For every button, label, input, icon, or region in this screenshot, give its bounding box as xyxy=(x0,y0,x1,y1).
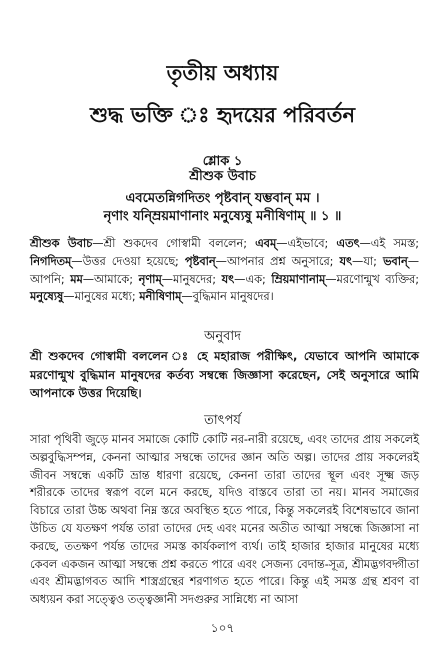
word-meaning-definition: —এই সমস্ত; xyxy=(359,237,419,250)
sloka-speaker: শ্রীশুক উবাচ xyxy=(189,169,256,184)
word-meaning-term: মম xyxy=(70,272,83,286)
sloka-heading: শ্লোক ১ xyxy=(202,154,243,169)
word-meaning-definition: —আপনি; xyxy=(30,254,420,286)
word-meaning-term: শ্রীশুক উবাচ xyxy=(30,237,93,250)
word-meaning-definition: —এক; xyxy=(234,272,272,286)
word-meaning-definition: —মানুষদের; xyxy=(161,272,222,286)
word-meaning-definition: —মরণোন্মুখ ব্যক্তির; xyxy=(325,272,420,286)
word-meaning-term: মনুষ্যেষু xyxy=(30,290,64,304)
word-meaning-term: পৃষ্টবান্ xyxy=(184,254,216,268)
word-meaning-definition: —শ্রী শুকদেব গোস্বামী বললেন; xyxy=(92,237,256,250)
word-meaning xyxy=(30,235,419,306)
word-meaning-term: যৎ xyxy=(221,272,235,286)
word-meaning-definition: —আমাকে; xyxy=(82,272,139,286)
verse-line-1: এবমেতন্নিগদিতং পৃষ্টবান্ যম্ভবান্ মম । xyxy=(125,191,320,206)
chapter-title: তৃতীয় অধ্যায় xyxy=(166,61,279,85)
translation-heading: অনুবাদ xyxy=(204,329,241,344)
word-meaning-definition: —এইভাবে; xyxy=(276,237,337,250)
word-meaning-term: নিগদিতম্ xyxy=(30,254,72,268)
word-meaning-term: এবম্ xyxy=(255,237,277,250)
chapter-subtitle: শুদ্ধ ভক্তি ঃ হৃদয়ের পরিবর্তন xyxy=(89,103,356,127)
word-meaning-definition: —আপনার প্রশ্ন অনুসারে; xyxy=(215,254,340,268)
translation-text: শ্রী শুকদেব গোস্বামী বললেন ঃ হে মহারাজ পরীক্ষিৎ, যেভাবে আপনি আমাকে মরণোন্মুখ বুদ্ধিমান মানুষদের কর্তব্য সম্বন্ধে জিজ্ঞাসা করেছেন, সেই অনুসারে আমি আপনাকে উত্তর দিয়েছি। xyxy=(30,349,419,400)
purport-text: সারা পৃথিবী জুড়ে মানব সমাজে কোটি কোটি নর-নারী রয়েছে, এবং তাদের প্রায় সকলেই অল্পবুদ্ধিসম্পন্ন, কেননা আত্মার সম্বন্ধে তাদের জ্ঞান অতি অল্প। তাদের প্রায় সকলেরই জীবন সম্বন্ধে একটি ভ্রান্ত ধারণা রয়েছে, কেননা তারা তাদের স্থূল এবং সূক্ষ্ম জড় শরীরকে তাদের স্বরূপ বলে মনে করছে, যদিও বাস্তবে তারা তা নয়। মানব সমাজের বিচারে তারা উচ্চ অথবা নিম্ন স্তরে অবস্থিত হতে পারে, কিন্তু সকলেরই বিশেষভাবে জানা উচিত যে যতক্ষণ পর্যন্ত তারা তাদের দেহ এবং মনের অতীত আত্মা সম্বন্ধে জিজ্ঞাসা না করছে, ততক্ষণ পর্যন্ত তাদের সমস্ত কার্যকলাপ ব্যর্থ। তাই হাজার হাজার মানুষের মধ্যে কেবল একজন আত্মা সম্বন্ধে প্রশ্ন করতে পারে এবং সেজন্য বেদান্ত-সূত্র, শ্রীমদ্ভগবদ্গীতা এবং শ্রীমদ্ভাগবত আদি শাস্ত্রগ্রন্থের শরণাগত হতে পারে। কিন্তু এই সমস্ত গ্রন্থ শ্রবণ বা অধ্যয়ন করা সত্ত্বেও তত্ত্বজ্ঞানী সদগুরুর সান্নিধ্যে না আসা xyxy=(30,433,419,607)
word-meaning-definition: —মানুষের মধ্যে; xyxy=(63,290,140,304)
purport-heading: তাৎপর্য xyxy=(204,413,241,428)
word-meaning-definition: —যা; xyxy=(352,254,383,268)
word-meaning-term: ম্রিয়মাণানাম্ xyxy=(271,272,326,286)
word-meaning-term: নৃণাম্ xyxy=(138,272,162,286)
word-meaning-definition: —উত্তর দেওয়া হয়েছে; xyxy=(71,254,185,268)
word-meaning-term: ভবান্ xyxy=(382,254,408,268)
word-meaning-term: এতৎ xyxy=(336,237,360,250)
word-meaning-term: মনীষিণাম্ xyxy=(139,290,182,304)
word-meaning-definition: —বুদ্ধিমান মানুষদের। xyxy=(181,290,274,304)
verse-line-2: নৃণাং যন্ম্রিয়মাণানাং মনুষ্যেষু মনীষিণাম্ ॥ ১ ॥ xyxy=(103,209,342,224)
page-number: ১০৭ xyxy=(210,621,235,635)
word-meaning-term: যৎ xyxy=(339,254,353,268)
